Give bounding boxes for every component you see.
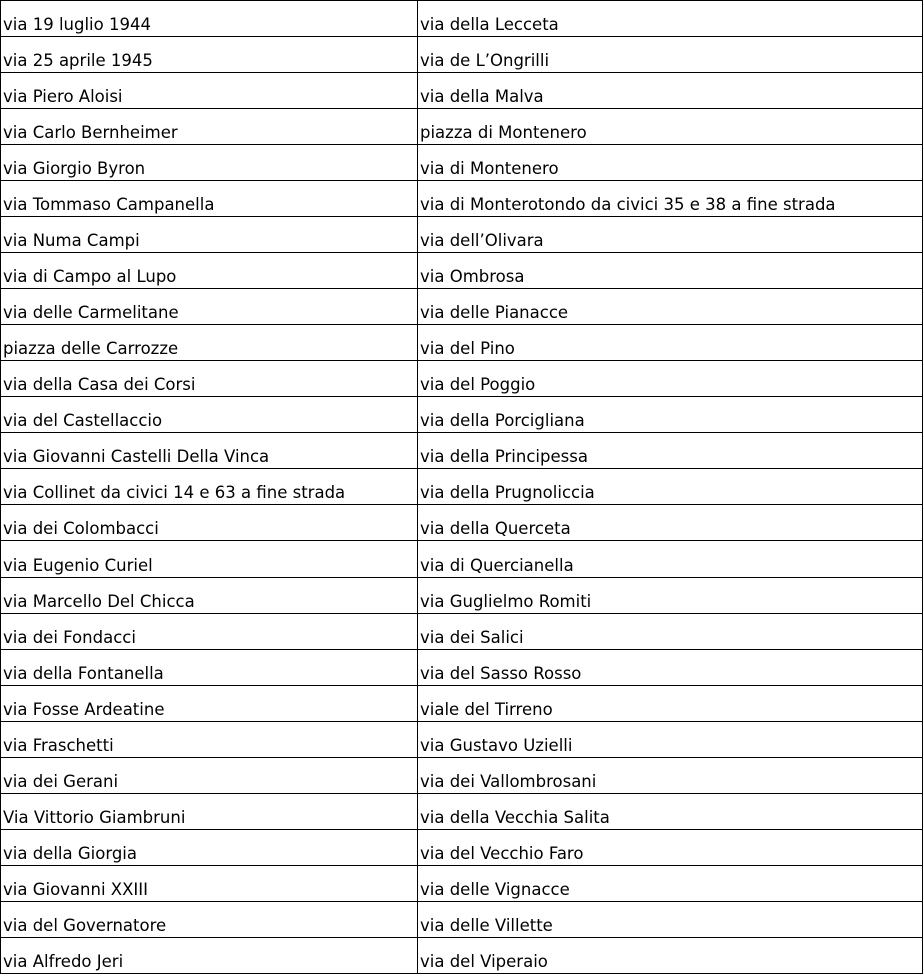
street-cell-left xyxy=(1,145,418,181)
street-name: via della Fontanella xyxy=(3,663,164,683)
street-name: via della Vecchia Salita xyxy=(420,807,610,827)
street-cell-left xyxy=(1,937,418,973)
street-cell-left xyxy=(1,469,418,505)
street-cell-right xyxy=(418,469,923,505)
street-cell-right xyxy=(418,721,923,757)
street-cell-right xyxy=(418,1,923,37)
street-cell-right xyxy=(418,433,923,469)
street-name: via della Malva xyxy=(420,87,544,107)
street-name: via di Quercianella xyxy=(420,555,574,575)
street-name: via di Montenero xyxy=(420,159,559,179)
table-row xyxy=(1,829,923,865)
street-cell-right xyxy=(418,289,923,325)
street-name: piazza delle Carrozze xyxy=(3,339,179,359)
street-cell-right xyxy=(418,865,923,901)
street-name: via della Principessa xyxy=(420,447,588,467)
street-cell-left xyxy=(1,433,418,469)
street-cell-left xyxy=(1,217,418,253)
table-row xyxy=(1,37,923,73)
street-name: via Fraschetti xyxy=(3,735,114,755)
street-name: via della Giorgia xyxy=(3,843,137,863)
street-name: via della Casa dei Corsi xyxy=(3,375,196,395)
street-name: via Marcello Del Chicca xyxy=(3,591,195,611)
street-cell-left xyxy=(1,289,418,325)
street-cell-right xyxy=(418,361,923,397)
street-cell-left xyxy=(1,649,418,685)
street-name: via dei Fondacci xyxy=(3,627,136,647)
street-name: via delle Pianacce xyxy=(420,303,569,323)
street-cell-left xyxy=(1,361,418,397)
street-cell-right xyxy=(418,685,923,721)
street-name: via del Governatore xyxy=(3,915,167,935)
street-cell-right xyxy=(418,505,923,541)
street-name: via delle Carmelitane xyxy=(3,303,179,323)
table-row xyxy=(1,109,923,145)
street-name: via di Campo al Lupo xyxy=(3,267,177,287)
street-cell-left xyxy=(1,793,418,829)
street-cell-left xyxy=(1,829,418,865)
street-cell-right xyxy=(418,541,923,577)
table-row xyxy=(1,613,923,649)
street-cell-right xyxy=(418,613,923,649)
street-cell-right xyxy=(418,253,923,289)
street-cell-left xyxy=(1,721,418,757)
street-cell-left xyxy=(1,1,418,37)
street-name: via dei Vallombrosani xyxy=(420,771,597,791)
street-cell-left xyxy=(1,577,418,613)
table-row xyxy=(1,73,923,109)
street-name: via della Porcigliana xyxy=(420,411,585,431)
street-cell-right xyxy=(418,397,923,433)
street-cell-right xyxy=(418,649,923,685)
table-row xyxy=(1,217,923,253)
street-name: via Ombrosa xyxy=(420,267,525,287)
street-name: via de L’Ongrilli xyxy=(420,51,550,71)
table-row xyxy=(1,901,923,937)
street-list-body xyxy=(1,1,923,974)
street-cell-left xyxy=(1,685,418,721)
street-name: piazza di Montenero xyxy=(420,123,587,143)
street-cell-right xyxy=(418,793,923,829)
street-cell-left xyxy=(1,253,418,289)
street-name: via di Monterotondo da civici 35 e 38 a fine strada xyxy=(420,195,836,215)
table-row xyxy=(1,541,923,577)
table-row xyxy=(1,253,923,289)
table-row xyxy=(1,757,923,793)
street-name: via Numa Campi xyxy=(3,231,140,251)
street-cell-right xyxy=(418,109,923,145)
street-name: via Tommaso Campanella xyxy=(3,195,215,215)
street-name: via della Querceta xyxy=(420,519,571,539)
street-cell-right xyxy=(418,937,923,973)
table-row xyxy=(1,505,923,541)
street-cell-left xyxy=(1,181,418,217)
street-cell-right xyxy=(418,217,923,253)
street-name: via Eugenio Curiel xyxy=(3,555,153,575)
street-name: via del Pino xyxy=(420,339,515,359)
street-name: via Piero Aloisi xyxy=(3,87,123,107)
street-name: via della Prugnoliccia xyxy=(420,483,595,503)
table-row xyxy=(1,433,923,469)
street-cell-right xyxy=(418,577,923,613)
street-cell-left xyxy=(1,109,418,145)
street-name: via Giorgio Byron xyxy=(3,159,146,179)
street-cell-right xyxy=(418,145,923,181)
street-name: via della Lecceta xyxy=(420,15,559,35)
table-row xyxy=(1,469,923,505)
street-cell-right xyxy=(418,73,923,109)
street-cell-left xyxy=(1,865,418,901)
street-name: via del Vecchio Faro xyxy=(420,843,584,863)
table-row xyxy=(1,865,923,901)
table-row xyxy=(1,685,923,721)
table-row xyxy=(1,937,923,973)
table-row xyxy=(1,181,923,217)
table-row xyxy=(1,721,923,757)
street-name: via 25 aprile 1945 xyxy=(3,51,153,71)
street-name: via del Castellaccio xyxy=(3,411,163,431)
street-name: via Fosse Ardeatine xyxy=(3,699,165,719)
street-name: via delle Villette xyxy=(420,915,553,935)
street-name: via Giovanni XXIII xyxy=(3,879,148,899)
street-name: via dei Gerani xyxy=(3,771,119,791)
table-row xyxy=(1,325,923,361)
street-cell-left xyxy=(1,901,418,937)
street-cell-left xyxy=(1,505,418,541)
street-cell-left xyxy=(1,73,418,109)
table-row xyxy=(1,577,923,613)
street-name: via Giovanni Castelli Della Vinca xyxy=(3,447,270,467)
table-row xyxy=(1,145,923,181)
street-name: via Carlo Bernheimer xyxy=(3,123,178,143)
street-name: via Gustavo Uzielli xyxy=(420,735,573,755)
street-cell-left xyxy=(1,37,418,73)
street-name: via del Sasso Rosso xyxy=(420,663,582,683)
street-cell-left xyxy=(1,397,418,433)
table-row xyxy=(1,397,923,433)
street-name: via Guglielmo Romiti xyxy=(420,591,592,611)
street-name: via delle Vignacce xyxy=(420,879,570,899)
street-cell-right xyxy=(418,901,923,937)
street-name: via Collinet da civici 14 e 63 a fine strada xyxy=(3,483,346,503)
street-cell-left xyxy=(1,541,418,577)
street-name: Via Vittorio Giambruni xyxy=(3,807,186,827)
street-cell-right xyxy=(418,325,923,361)
street-name: via dei Colombacci xyxy=(3,519,159,539)
table-row xyxy=(1,793,923,829)
street-name: via dell’Olivara xyxy=(420,231,544,251)
table-row xyxy=(1,649,923,685)
street-name: viale del Tirreno xyxy=(420,699,553,719)
table-row xyxy=(1,1,923,37)
street-cell-right xyxy=(418,181,923,217)
street-name: via del Poggio xyxy=(420,375,536,395)
street-cell-right xyxy=(418,829,923,865)
street-name: via Alfredo Jeri xyxy=(3,952,124,971)
street-name: via del Viperaio xyxy=(420,952,548,971)
street-cell-right xyxy=(418,37,923,73)
street-cell-left xyxy=(1,757,418,793)
street-name: via 19 luglio 1944 xyxy=(3,15,151,35)
street-cell-left xyxy=(1,613,418,649)
street-cell-right xyxy=(418,757,923,793)
table-row xyxy=(1,289,923,325)
street-cell-left xyxy=(1,325,418,361)
street-name: via dei Salici xyxy=(420,627,524,647)
table-row xyxy=(1,361,923,397)
